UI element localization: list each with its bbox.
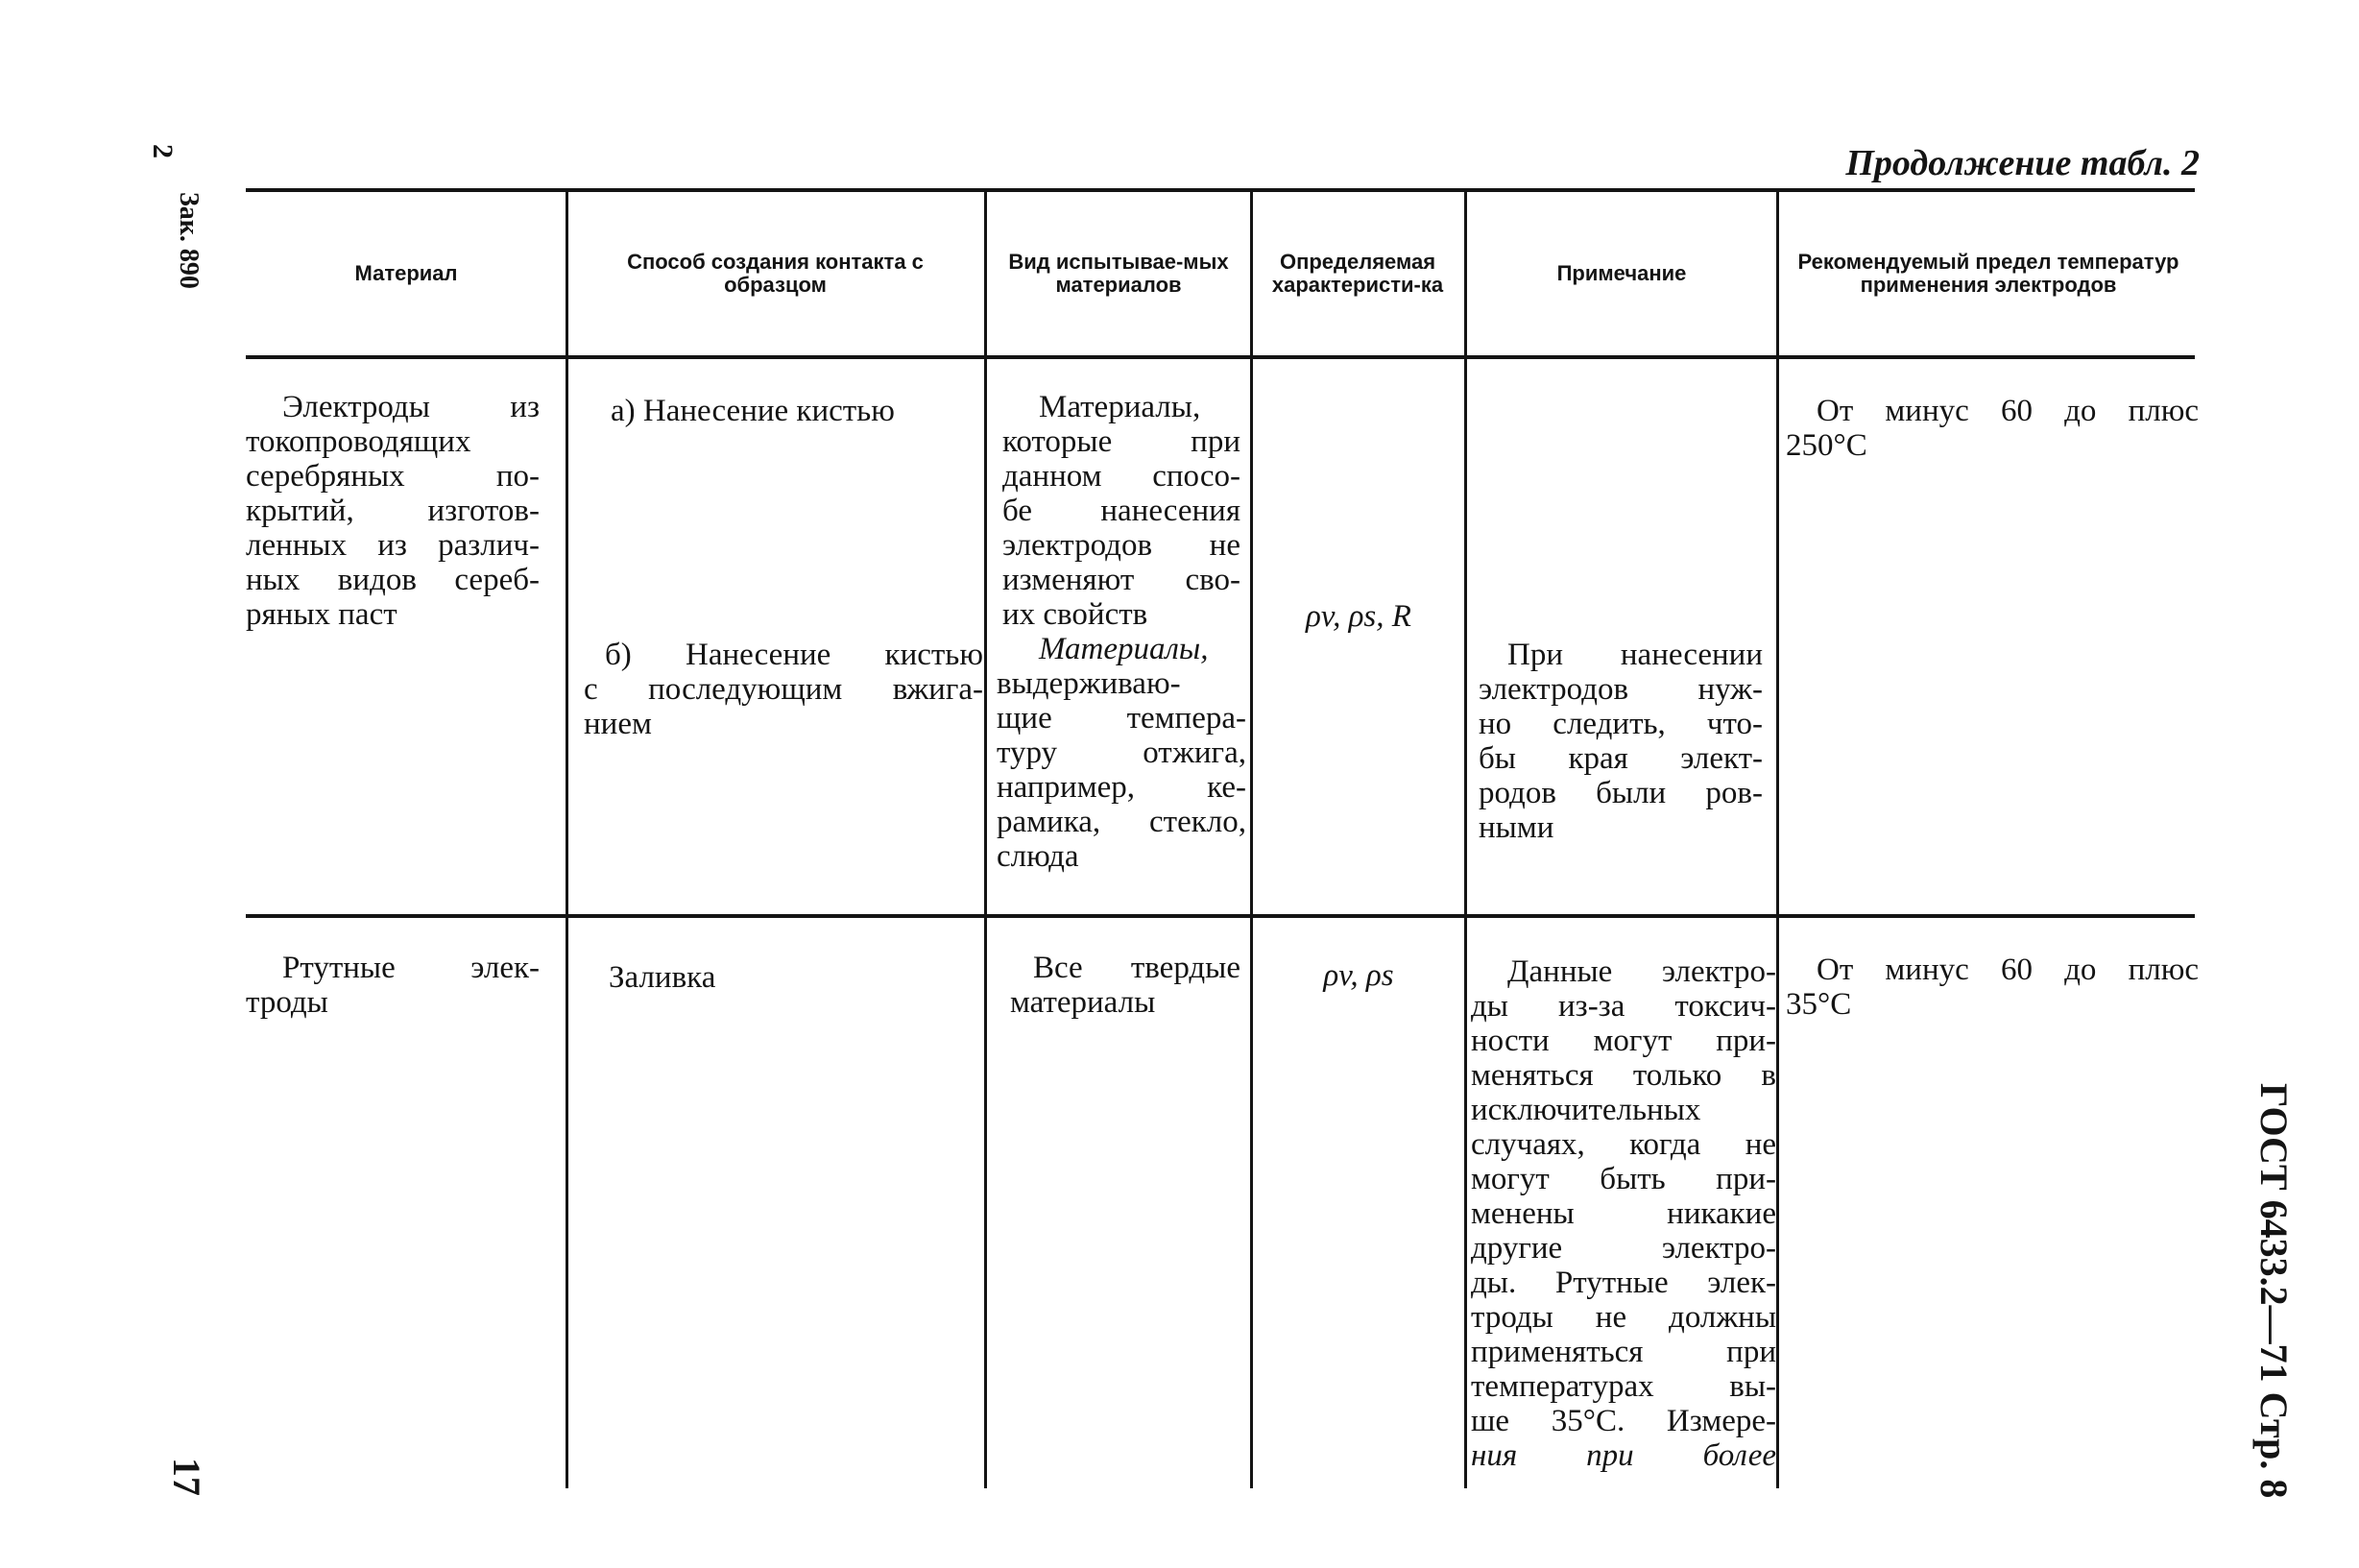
text-line: ды из-за токсич- xyxy=(1471,989,1776,1024)
text-line: могут быть при- xyxy=(1471,1162,1776,1196)
row2-temperature xyxy=(1786,953,2199,1022)
row2-method: Заливка xyxy=(609,960,716,995)
header-bottom-rule xyxy=(246,355,2195,359)
row1-note xyxy=(1479,638,1763,845)
row1-method-a: а) Нанесение кистью xyxy=(611,394,895,428)
text-line: Материалы, xyxy=(1039,390,1201,424)
continuation-title: Продолжение табл. 2 xyxy=(1845,143,2200,183)
text-line: но следить, что- xyxy=(1479,707,1763,741)
text-line: ных видов сереб- xyxy=(246,563,540,597)
row1-temperature xyxy=(1786,394,2199,463)
column-divider xyxy=(1776,192,1779,1488)
header-characteristic: Определяемая характеристи-ка xyxy=(1271,250,1444,297)
text-line: бы края элект- xyxy=(1479,741,1763,776)
text-line: ности могут при- xyxy=(1471,1024,1776,1058)
text-line: Материалы, xyxy=(1039,632,1209,666)
row2-materials xyxy=(1010,951,1240,1020)
text-line: б) Нанесение кистью xyxy=(605,638,983,672)
text-line: щие темпера- xyxy=(997,701,1246,736)
header-material-type: Вид испытывае-мых материалов xyxy=(1008,250,1229,297)
row1-characteristic: ρv, ρs, R xyxy=(1306,599,1411,634)
text-line: электродов не xyxy=(1002,528,1240,563)
text-line: ше 35°С. Измере- xyxy=(1471,1404,1776,1438)
text-line: ния при более xyxy=(1471,1438,1776,1473)
column-divider xyxy=(1464,192,1467,1488)
text-line: меняться только в xyxy=(1471,1058,1776,1093)
column-divider xyxy=(566,192,568,1488)
text-line: При нанесении xyxy=(1507,638,1763,672)
row1-method-b xyxy=(584,638,983,741)
text-line: которые при xyxy=(1002,424,1240,459)
header-contact-method: Способ создания контакта с образцом xyxy=(627,250,924,297)
row1-materials-a xyxy=(1002,390,1240,632)
text-line: случаях, когда не xyxy=(1471,1127,1776,1162)
row2-note xyxy=(1471,954,1776,1473)
page-number-top: 2 xyxy=(147,144,179,158)
text-line: 35°С xyxy=(1786,987,1852,1022)
text-line: их свойств xyxy=(1002,597,1148,632)
text-line: рамика, стекло, xyxy=(997,805,1246,839)
text-line: Электроды из xyxy=(282,390,540,424)
row-separator-rule xyxy=(246,914,2195,918)
column-divider xyxy=(984,192,987,1488)
gost-label: ГОСТ 6433.2—71 Стр. 8 xyxy=(2252,1083,2296,1499)
text-line: менены никакие xyxy=(1471,1196,1776,1231)
text-line: исключительных xyxy=(1471,1093,1701,1127)
text-line: токопроводящих xyxy=(246,424,471,459)
text-line: серебряных по- xyxy=(246,459,540,494)
text-line: туру отжига, xyxy=(997,736,1246,770)
text-line: выдерживаю- xyxy=(997,666,1181,701)
row2-material xyxy=(246,951,540,1020)
order-number: Зак. 890 xyxy=(174,192,204,289)
column-divider xyxy=(1250,192,1253,1488)
text-line: слюда xyxy=(997,839,1079,874)
row2-characteristic: ρv, ρs xyxy=(1323,958,1394,993)
text-line: 250°С xyxy=(1786,428,1867,463)
text-line: с последующим вжига- xyxy=(584,672,983,707)
page-number-bottom: 17 xyxy=(165,1458,208,1496)
text-line: электродов нуж- xyxy=(1479,672,1763,707)
row1-material xyxy=(246,390,540,632)
text-line: ды. Ртутные элек- xyxy=(1471,1266,1776,1300)
text-line: крытий, изготов- xyxy=(246,494,540,528)
header-material: Материал xyxy=(354,261,458,285)
text-line: троды xyxy=(246,985,328,1020)
text-line: Ртутные элек- xyxy=(282,951,540,985)
text-line: ленных из различ- xyxy=(246,528,540,563)
text-line: Данные электро- xyxy=(1507,954,1776,989)
text-line: ряных паст xyxy=(246,597,397,632)
text-line: изменяют сво- xyxy=(1002,563,1240,597)
text-line: родов были ров- xyxy=(1479,776,1763,810)
text-line: Все твердые xyxy=(1033,951,1240,985)
text-line: другие электро- xyxy=(1471,1231,1776,1266)
text-line: данном спосо- xyxy=(1002,459,1240,494)
text-line: троды не должны xyxy=(1471,1300,1776,1335)
text-line: От минус 60 до плюс xyxy=(1817,953,2199,987)
row1-materials-b xyxy=(997,632,1246,874)
text-line: бе нанесения xyxy=(1002,494,1240,528)
text-line: применяться при xyxy=(1471,1335,1776,1369)
text-line: От минус 60 до плюс xyxy=(1817,394,2199,428)
text-line: например, ке- xyxy=(997,770,1246,805)
text-line: материалы xyxy=(1010,985,1156,1020)
text-line: температурах вы- xyxy=(1471,1369,1776,1404)
header-note: Примечание xyxy=(1556,261,1687,285)
header-temperature: Рекомендуемый предел температур применения электродов xyxy=(1797,250,2179,297)
text-line: ными xyxy=(1479,810,1554,845)
text-line: нием xyxy=(584,707,652,741)
